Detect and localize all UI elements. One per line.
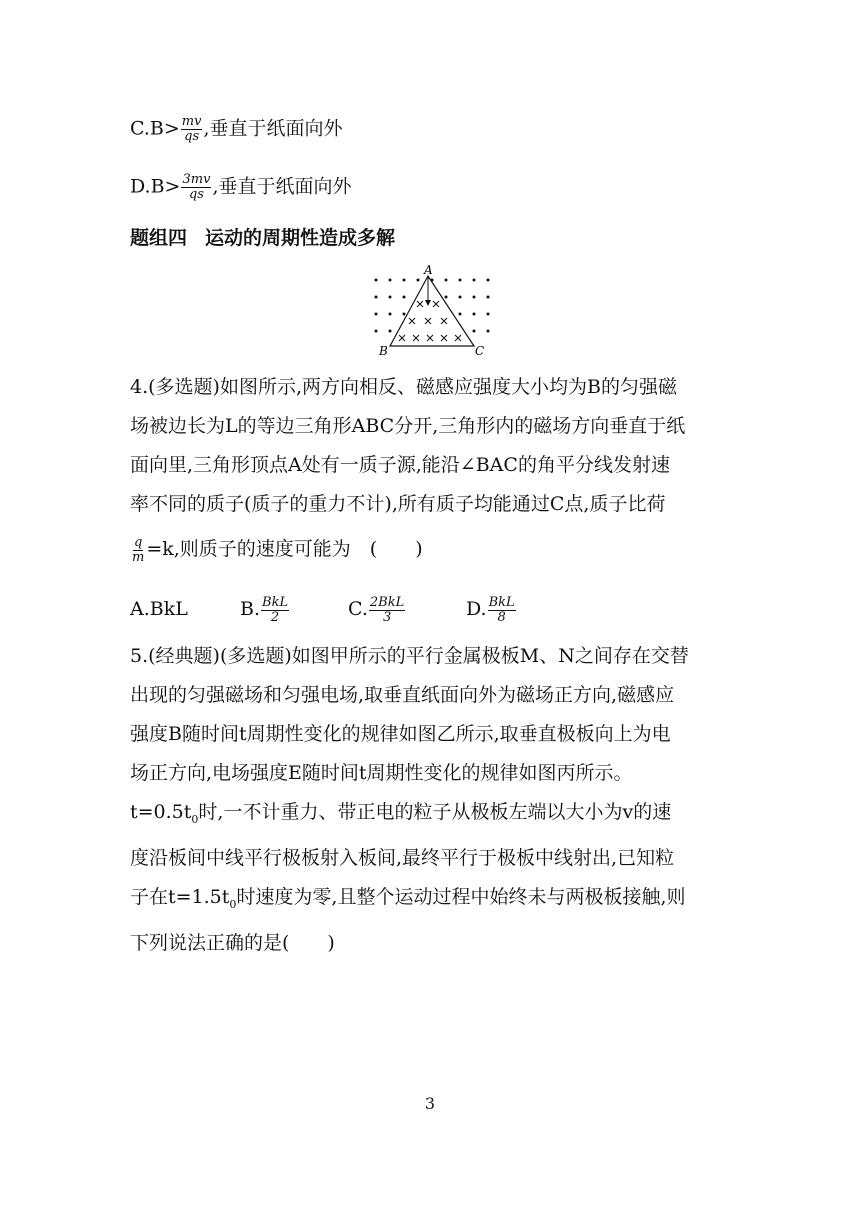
- field-dot: [403, 296, 406, 299]
- field-dot: [403, 279, 406, 282]
- field-dot: [375, 296, 378, 299]
- q5-line-6: 度沿板间中线平行极板射入板间,最终平行于极板中线射出,已知粒: [130, 846, 675, 869]
- field-dot: [403, 313, 406, 316]
- q4-line-4: 率不同的质子(质子的重力不计),所有质子均能通过C点,质子比荷: [130, 493, 666, 515]
- option-d-prev: D.B> $\frac{3mv}{qs}$ ,垂直于纸面向外: [130, 172, 352, 202]
- q4-option-a: A.BkL: [130, 598, 188, 620]
- page-number: 3: [424, 1094, 436, 1113]
- field-dot: [389, 330, 392, 333]
- field-dot: [487, 330, 490, 333]
- q5-line-2: 出现的匀强磁场和匀强电场,取垂直纸面向外为磁场正方向,磁感应: [130, 684, 675, 706]
- question-4: [130, 368, 730, 569]
- field-dot: [389, 296, 392, 299]
- label-c: C: [475, 344, 485, 356]
- q5-line-1: 5.(经典题)(多选题)如图甲所示的平行金属极板M、N之间存在交替: [130, 645, 689, 667]
- section-title: 题组四 运动的周期性造成多解: [130, 227, 396, 249]
- field-dot: [473, 313, 476, 316]
- field-dot: [487, 296, 490, 299]
- field-dot: [375, 330, 378, 333]
- q4-line-5: $\frac{q}{m}$ =k,则质子的速度可能为 ( ): [132, 534, 423, 565]
- q5-line-8: 下列说法正确的是( ): [130, 931, 335, 954]
- label-b: B: [379, 344, 388, 356]
- field-dot: [375, 279, 378, 282]
- option-c-prev: C.B> $\frac{mv}{qs}$ ,垂直于纸面向外: [130, 114, 343, 144]
- fraction: $\frac{q}{m}$: [132, 534, 145, 565]
- question-5: [130, 637, 730, 963]
- field-dot: [487, 279, 490, 282]
- field-dot: [389, 313, 392, 316]
- q4-line-1: 4.(多选题)如图所示,两方向相反、磁感应强度大小均为B的匀强磁: [130, 376, 677, 398]
- q4-line-2: 场被边长为L的等边三角形ABC分开,三角形内的磁场方向垂直于纸: [130, 415, 686, 437]
- q4-option-b: B. $\frac{\text{BkL}}{2}$: [240, 594, 289, 625]
- field-dot: [445, 279, 448, 282]
- field-dot: [459, 279, 462, 282]
- q4-option-c: C. $\frac{\text{2BkL}}{3}$: [348, 594, 405, 625]
- field-dot: [459, 296, 462, 299]
- q5-line-7: 子在$t=1.5t_0$时速度为零,且整个运动过程中始终未与两极板接触,则: [130, 885, 686, 911]
- field-dot: [473, 279, 476, 282]
- field-dot: [417, 279, 420, 282]
- field-dot: [445, 296, 448, 299]
- field-dot: [473, 330, 476, 333]
- q4-option-d: D. $\frac{\text{BkL}}{8}$: [466, 594, 515, 625]
- field-dot: [487, 313, 490, 316]
- q5-line-5: $t=0.5t_0$时,一不计重力、带正电的粒子从极板左端以大小为v的速: [130, 801, 672, 826]
- q5-line-3: 强度B随时间t周期性变化的规律如图乙所示,取垂直极板向上为电: [130, 723, 671, 745]
- q4-line-3: 面向里,三角形顶点A处有一质子源,能沿∠BAC的角平分线发射速: [130, 454, 670, 476]
- field-dot: [459, 313, 462, 316]
- fraction: $\frac{3mv}{qs}$: [182, 172, 211, 202]
- label-a: A: [424, 264, 433, 277]
- triangle-field-figure: [368, 264, 492, 356]
- field-dot: [375, 313, 378, 316]
- field-dot: [389, 279, 392, 282]
- q5-line-4: 场正方向,电场强度E随时间t周期性变化的规律如图丙所示。: [130, 762, 633, 784]
- field-dot: [473, 296, 476, 299]
- fraction: $\frac{mv}{qs}$: [181, 114, 202, 144]
